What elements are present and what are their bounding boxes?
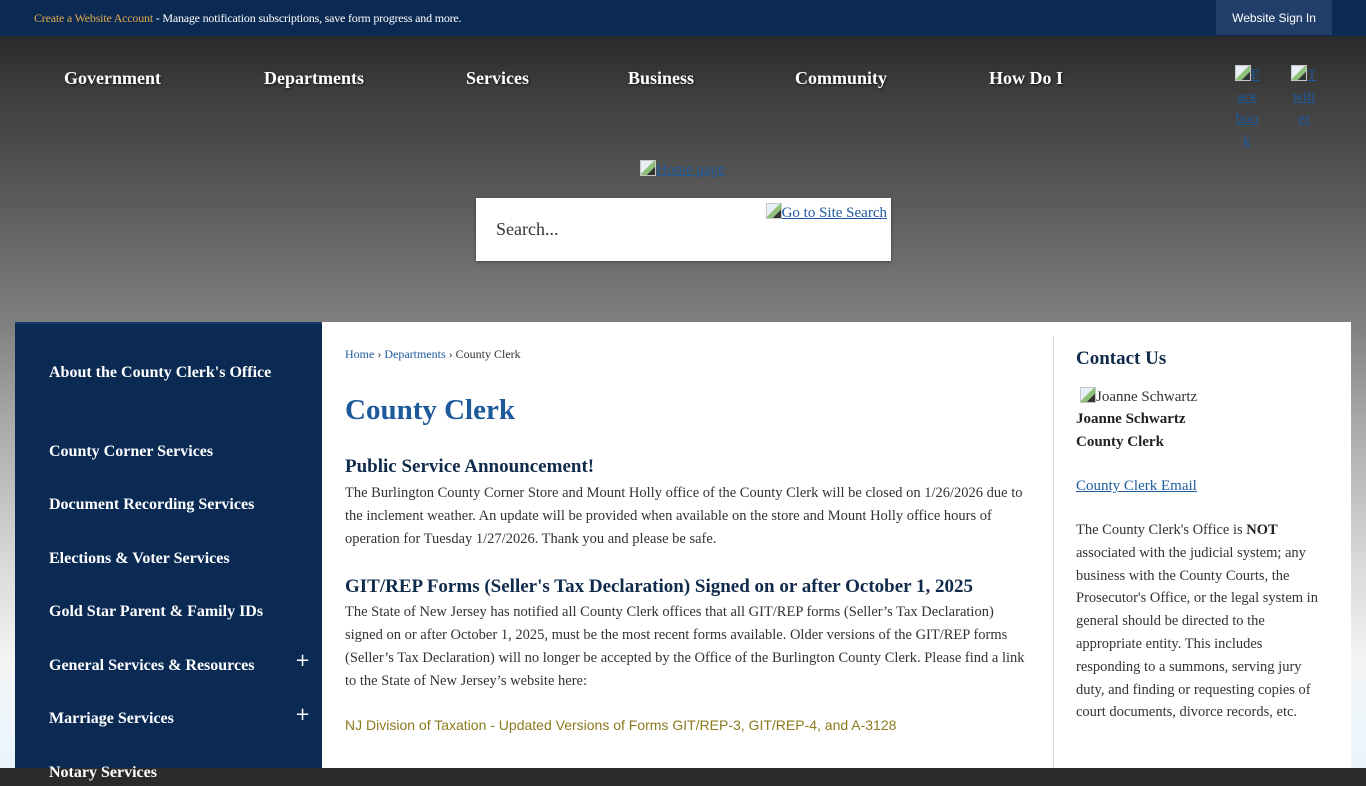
twitter-link[interactable] bbox=[1291, 64, 1317, 130]
sidebar-item-marriage[interactable]: Marriage Services bbox=[49, 710, 174, 727]
nav-government[interactable]: Government bbox=[64, 68, 161, 88]
facebook-link[interactable] bbox=[1234, 64, 1260, 152]
breadcrumb-home[interactable]: Home bbox=[345, 347, 375, 361]
home-logo-alt: Home page bbox=[656, 162, 725, 178]
contact-us-panel bbox=[1076, 348, 1326, 724]
top-utility-bar bbox=[0, 0, 1366, 36]
contact-photo-alt: Joanne Schwartz bbox=[1096, 389, 1198, 405]
column-divider bbox=[1053, 336, 1054, 768]
disclaimer-prefix: The County Clerk's Office is bbox=[1076, 522, 1247, 538]
contact-photo bbox=[1080, 386, 1326, 408]
disclaimer-emphasis: NOT bbox=[1246, 522, 1278, 538]
search-button-alt: Go to Site Search bbox=[781, 205, 887, 221]
nav-departments[interactable]: Departments bbox=[264, 68, 364, 88]
psa-heading: Public Service Announcement! bbox=[345, 456, 595, 477]
home-logo-link[interactable] bbox=[640, 160, 725, 179]
psa-body: The Burlington County Corner Store and Mount Holly office of the County Clerk will be closed on 1/26/2026 due to the inclement weather. An update will be provided when available on the store and Mount Holly office hours of operation for Tuesday 1/27/2026. Thank you and please be safe. bbox=[345, 485, 1023, 547]
breadcrumb bbox=[345, 347, 521, 362]
logo-icon bbox=[640, 160, 656, 176]
search-button[interactable] bbox=[766, 203, 887, 222]
facebook-alt-text: Facebook bbox=[1235, 67, 1260, 149]
sidebar-item-gold-star[interactable]: Gold Star Parent & Family IDs bbox=[49, 603, 264, 620]
contact-name: Joanne Schwartz bbox=[1076, 411, 1186, 427]
site-search bbox=[476, 198, 891, 261]
expand-marriage-icon[interactable]: + bbox=[295, 704, 311, 725]
contact-role: County Clerk bbox=[1076, 434, 1164, 450]
main-content bbox=[322, 322, 1351, 768]
sidebar-nav bbox=[15, 322, 322, 781]
create-account-link[interactable]: Create a Website Account bbox=[34, 11, 153, 25]
account-promo bbox=[34, 11, 461, 26]
nav-services[interactable]: Services bbox=[466, 68, 529, 88]
nav-business[interactable]: Business bbox=[628, 68, 695, 88]
sidebar-item-about[interactable]: About the County Clerk's Office bbox=[49, 364, 272, 381]
account-promo-text: - Manage notification subscriptions, save form progress and more. bbox=[152, 11, 462, 25]
twitter-alt-text: Twitter bbox=[1292, 67, 1317, 127]
breadcrumb-separator: › bbox=[377, 347, 382, 361]
breadcrumb-separator: › bbox=[448, 347, 453, 361]
nav-how-do-i[interactable]: How Do I bbox=[989, 68, 1064, 88]
contact-disclaimer bbox=[1076, 519, 1326, 724]
sidebar-item-document-recording[interactable]: Document Recording Services bbox=[49, 496, 255, 513]
sidebar-item-elections[interactable]: Elections & Voter Services bbox=[49, 550, 230, 567]
twitter-icon bbox=[1291, 65, 1307, 81]
person-photo-icon bbox=[1080, 387, 1096, 403]
sidebar-item-notary[interactable]: Notary Services bbox=[49, 764, 157, 781]
facebook-icon bbox=[1235, 65, 1251, 81]
breadcrumb-current: County Clerk bbox=[455, 347, 521, 361]
gitrep-body: The State of New Jersey has notified all County Clerk offices that all GIT/REP forms (Seller’s Tax Declaration) signed on or after October 1, 2025, must be the most recent forms available. Older versions of the GIT/REP forms (Seller’s Tax Declaration) will no longer be accepted by the Office of the Burlington County Clerk. Please find a link to the State of New Jersey’s website here: bbox=[345, 604, 1025, 689]
sidebar-item-general-services[interactable]: General Services & Resources bbox=[49, 657, 255, 674]
expand-general-services-icon[interactable]: + bbox=[295, 650, 311, 671]
contact-heading: Contact Us bbox=[1076, 348, 1167, 369]
nav-community[interactable]: Community bbox=[795, 68, 888, 88]
nj-taxation-link[interactable]: NJ Division of Taxation - Updated Versions of Forms GIT/REP-3, GIT/REP-4, and A-3128 bbox=[345, 717, 897, 733]
disclaimer-suffix: associated with the judicial system; any business with the County Courts, the Prosecutor's Office, or the legal system in general should be directed to the appropriate entity. This includes responding to a summons, serving jury duty, and finding or requesting copies of court documents, divorce records, etc. bbox=[1076, 544, 1318, 721]
gitrep-heading: GIT/REP Forms (Seller's Tax Declaration) Signed on or after October 1, 2025 bbox=[345, 576, 974, 597]
search-input[interactable] bbox=[496, 216, 746, 242]
county-clerk-email-link[interactable]: County Clerk Email bbox=[1076, 478, 1197, 494]
search-icon bbox=[766, 203, 782, 219]
sidebar-item-county-corner[interactable]: County Corner Services bbox=[49, 443, 214, 460]
website-sign-in-button[interactable]: Website Sign In bbox=[1216, 0, 1332, 35]
page-title: County Clerk bbox=[345, 394, 515, 426]
breadcrumb-departments[interactable]: Departments bbox=[384, 347, 446, 361]
